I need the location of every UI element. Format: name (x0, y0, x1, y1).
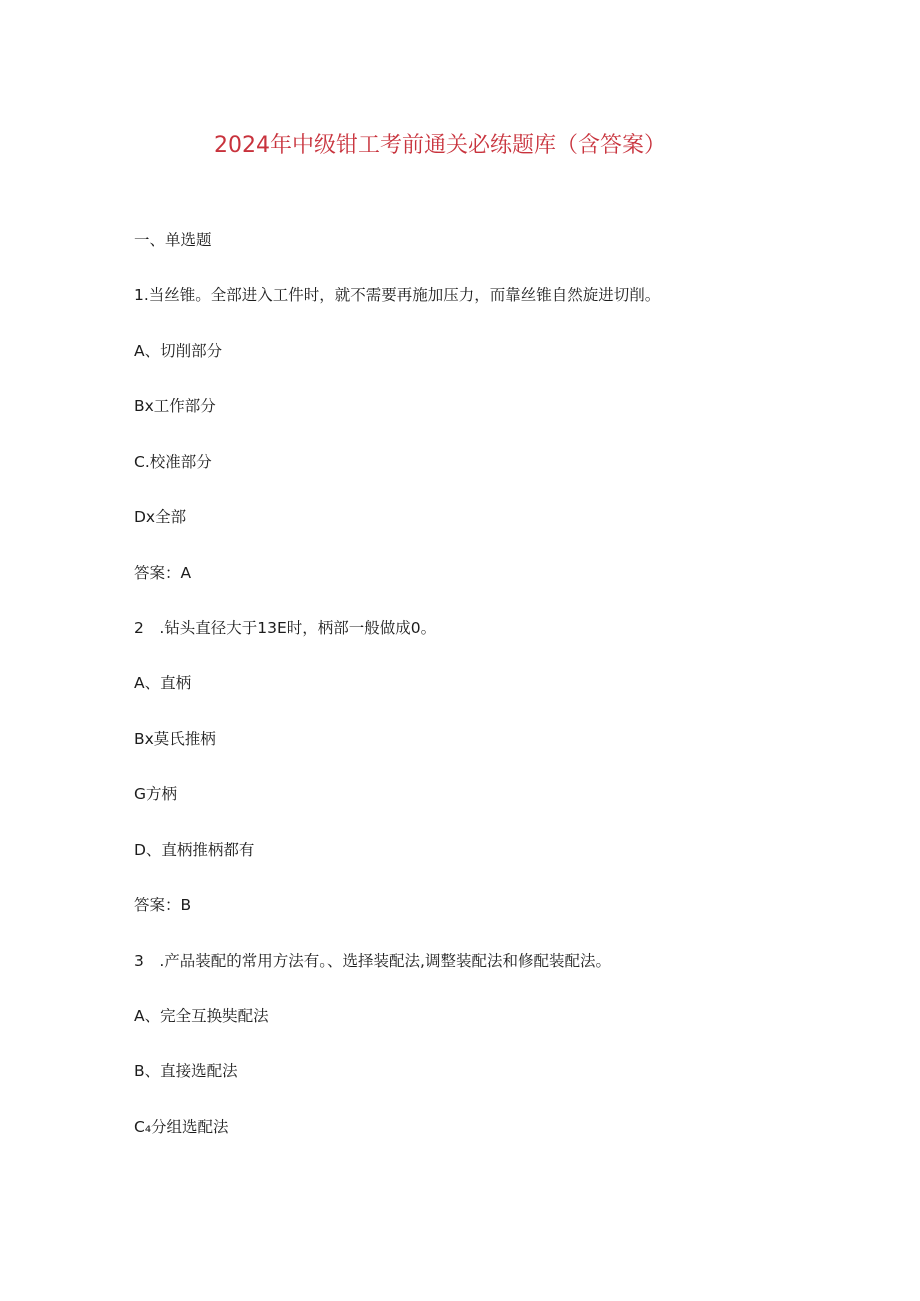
question-2-option-a: A、直柄 (134, 674, 192, 692)
question-1-answer: 答案：A (134, 564, 192, 582)
question-3-option-b: B、直接选配法 (134, 1062, 238, 1080)
question-3-option-c: C₄分组选配法 (134, 1118, 229, 1136)
question-2-answer: 答案：B (134, 896, 192, 914)
question-3-option-a: A、完全互换奘配法 (134, 1007, 269, 1025)
section-heading: 一、单选题 (134, 231, 212, 249)
question-1-option-d: Dx全部 (134, 508, 187, 526)
question-1-option-b: Bx工作部分 (134, 397, 216, 415)
question-2-option-c: G方柄 (134, 785, 178, 803)
question-1-option-a: A、切削部分 (134, 342, 223, 360)
question-1-option-c: C.校准部分 (134, 453, 212, 471)
question-3-text: 3 .产品装配的常用方法有。、选择装配法,调整装配法和修配装配法。 (134, 952, 611, 970)
question-2-option-b: Bx莫氏推柄 (134, 730, 216, 748)
document-title: 2024年中级钳工考前通关必练题库（含答案） (214, 133, 666, 158)
question-2-text: 2 .钻头直径大于13E时，柄部一般做成0。 (134, 619, 437, 637)
question-2-option-d: D、直柄推柄都有 (134, 841, 255, 859)
question-1-text: 1.当丝锥。全部进入工件时，就不需要再施加压力，而靠丝锥自然旋进切削。 (134, 286, 661, 304)
